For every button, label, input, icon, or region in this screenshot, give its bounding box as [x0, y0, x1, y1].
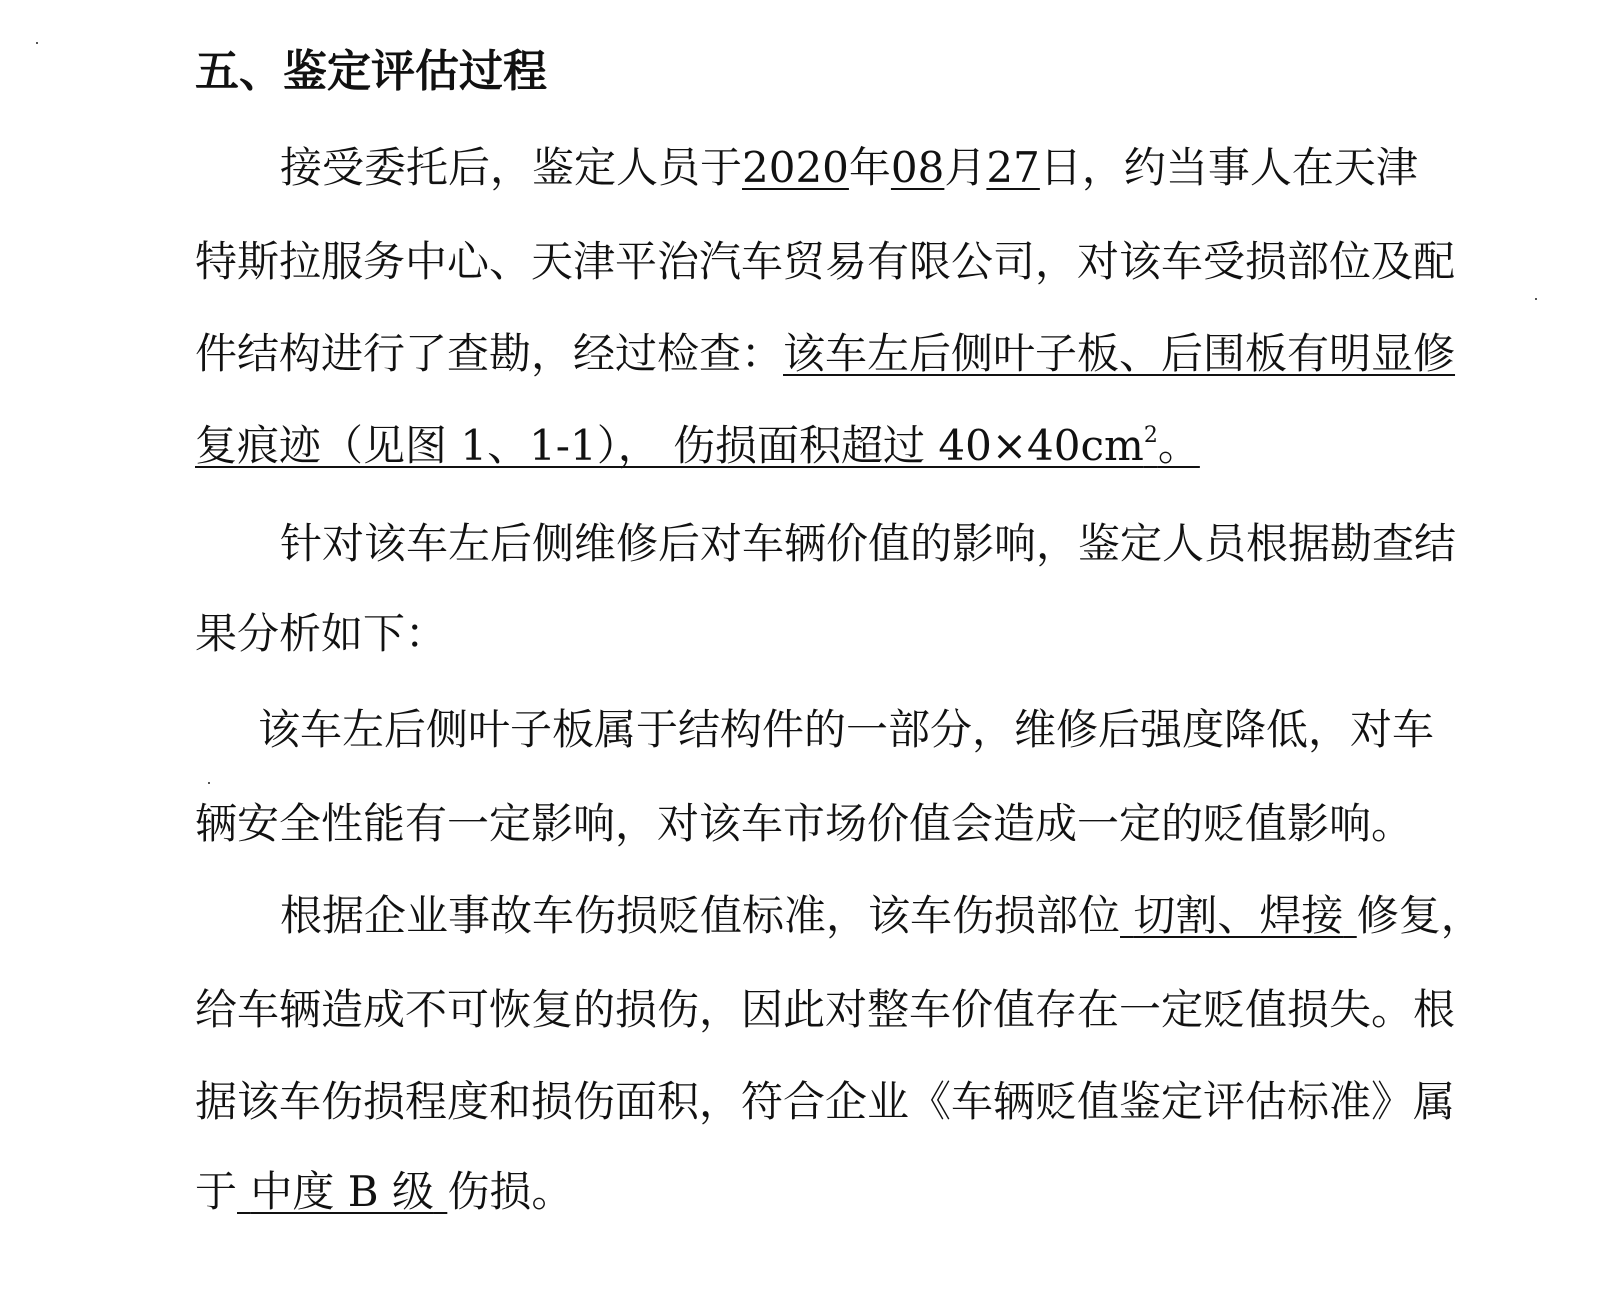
paragraph-2-line-2: 果分析如下：	[195, 609, 448, 658]
paragraph-4-line-4: 于 中度 B 级 伤损。	[195, 1167, 574, 1216]
paragraph-2-line-1: 针对该车左后侧维修后对车辆价值的影响，鉴定人员根据勘查结	[280, 519, 1457, 568]
paragraph-1-line-1: 接受委托后，鉴定人员于2020年08月27日，约当事人在天津	[280, 143, 1418, 192]
paragraph-3-line-2: 辆安全性能有一定影响，对该车市场价值会造成一定的贬值影响。	[195, 799, 1414, 848]
section-heading: 五、鉴定评估过程	[195, 46, 547, 97]
paragraph-1-line-2: 特斯拉服务中心、天津平治汽车贸易有限公司，对该车受损部位及配	[195, 237, 1456, 286]
paragraph-1-line-3: 件结构进行了查勘，经过检查：该车左后侧叶子板、后围板有明显修	[195, 329, 1456, 378]
paragraph-4-line-3: 据该车伤损程度和损伤面积，符合企业《车辆贬值鉴定评估标准》属	[195, 1077, 1456, 1126]
date-year: 2020	[742, 143, 849, 192]
paragraph-1-line-4	[195, 416, 1485, 476]
date-day: 27	[986, 143, 1040, 192]
damage-grade: 中度 B 级	[250, 1167, 434, 1216]
paragraph-4-line-2: 给车辆造成不可恢复的损伤，因此对整车价值存在一定贬值损失。根	[195, 985, 1456, 1034]
paragraph-4-line-1: 根据企业事故车伤损贬值标准，该车伤损部位 切割、焊接 修复，	[280, 891, 1483, 940]
scan-speck	[36, 42, 38, 44]
inspection-finding: 该车左后侧叶子板、后围板有明显修	[783, 329, 1456, 378]
scan-speck	[208, 782, 210, 784]
paragraph-3-line-1: 该车左后侧叶子板属于结构件的一部分，维修后强度降低，对车	[258, 705, 1435, 754]
repair-method: 切割、焊接	[1133, 891, 1344, 940]
damage-description: 复痕迹（见图 1、1-1）， 伤损面积超过 $40\times 40cm^2$。	[195, 421, 1200, 470]
date-month: 08	[890, 143, 945, 192]
scan-speck	[1535, 298, 1537, 300]
